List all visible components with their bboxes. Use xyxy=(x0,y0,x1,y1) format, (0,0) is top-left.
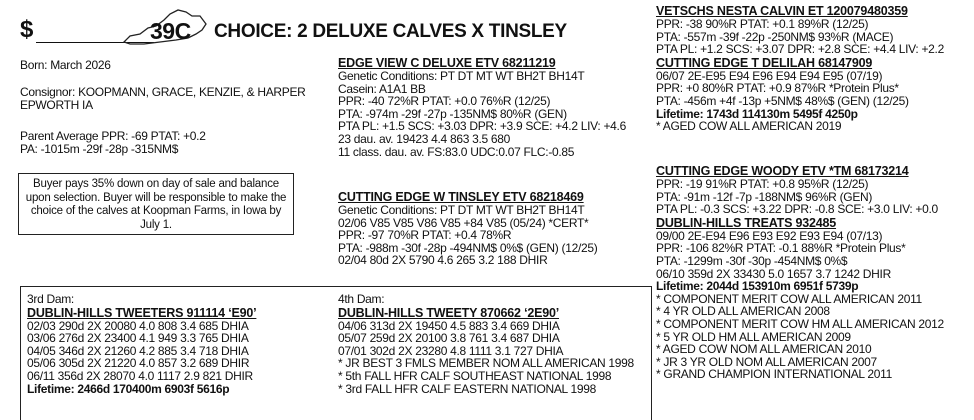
parent-average-line: Parent Average PPR: -69 PTAT: +0.2 xyxy=(20,129,206,143)
pedigree-line: 02/06 V85 V85 V86 V85 +84 V85 (05/24) *CERT* xyxy=(338,215,589,230)
lot-number: 39C xyxy=(150,18,191,44)
pedigree-line: PTA PL: -0.3 SCS: +3.22 DPR: -0.8 SCE: +3.0 LIV: +0.0 xyxy=(656,202,938,217)
fourth-dam-name: DUBLIN-HILLS TWEETY 870662 ‘2E90’ xyxy=(338,305,560,320)
pedigree-line: PTA: -1299m -30f -30p -454NM$ 0%$ xyxy=(656,253,848,268)
pedigree-line: PPR: -19 91%R PTAT: +0.8 95%R (12/25) xyxy=(656,177,869,191)
award-line: * COMPONENT MERIT COW ALL AMERICAN 2011 xyxy=(656,291,922,306)
price-dollar-sign: $ xyxy=(20,16,34,43)
pedigree-line: PTA: -557m -39f -22p -250NM$ 93%R (MACE) xyxy=(656,29,894,44)
fourth-dam-label: 4th Dam: xyxy=(338,292,385,306)
award-line: * JR 3 YR OLD NOM ALL AMERICAN 2007 xyxy=(656,354,877,369)
award-line: * 4 YR OLD ALL AMERICAN 2008 xyxy=(656,304,830,319)
pedigree-line: 02/04 80d 2X 5790 4.6 265 3.2 188 DHIR xyxy=(338,253,548,268)
pedigree-line: Genetic Conditions: PT DT MT WT BH2T BH14T xyxy=(338,69,585,83)
lactation-line: 03/06 276d 2X 23400 4.1 949 3.3 765 DHIA xyxy=(27,331,249,346)
pedigree-line: 11 class. dau. av. FS:83.0 UDC:0.07 FLC:-0.85 xyxy=(338,144,575,159)
sale-title: CHOICE: 2 DELUXE CALVES X TINSLEY xyxy=(214,21,567,42)
pedigree-line: 23 dau. av. 19423 4.4 863 3.5 680 xyxy=(338,131,511,146)
dam-delilah-name: CUTTING EDGE T DELILAH 68147909 xyxy=(656,55,873,70)
pedigree-line: PTA: -974m -29f -27p -135NM$ 80%R (GEN) xyxy=(338,106,567,121)
sire-tinsley-name: CUTTING EDGE W TINSLEY ETV 68218469 xyxy=(338,190,584,204)
pedigree-line: 06/07 2E-E95 E94 E96 E94 E94 E95 (07/19) xyxy=(656,68,883,83)
award-line: * AGED COW NOM ALL AMERICAN 2010 xyxy=(656,342,872,357)
award-line: * JR BEST 3 FMLS MEMBER NOM ALL AMERICAN 1998 xyxy=(338,356,634,371)
pedigree-line: 09/00 2E-E94 E96 E93 E92 E93 E94 (07/13) xyxy=(656,228,883,243)
pedigree-line: PTA: -988m -30f -28p -494NM$ 0%$ (GEN) (12/25) xyxy=(338,240,598,255)
consignor-info xyxy=(20,86,306,111)
lactation-line: 06/11 356d 2X 28070 4.0 1117 2.9 821 DHIR xyxy=(27,368,253,383)
sire-calvin-name: VETSCHS NESTA CALVIN ET 120079480359 xyxy=(656,4,908,18)
pedigree-line: PPR: -38 90%R PTAT: +0.1 89%R (12/25) xyxy=(656,17,869,31)
sire-tinsley xyxy=(338,190,597,267)
award-line: * COMPONENT MERIT COW HM ALL AMERICAN 2012 xyxy=(656,316,944,331)
lactation-line: 04/05 346d 2X 21260 4.2 885 3.4 718 DHIA xyxy=(27,343,249,358)
pedigree-line: PTA PL: +1.2 SCS: +3.07 DPR: +2.8 SCE: +4.4 LIV: +2.2 xyxy=(656,42,944,57)
born-date: Born: March 2026 xyxy=(20,58,111,72)
parent-average xyxy=(20,130,206,155)
lifetime-record: Lifetime: 2044d 153910m 6951f 5739p xyxy=(656,279,859,294)
pedigree-line: Genetic Conditions: PT DT MT WT BH2T BH14T xyxy=(338,203,585,217)
dam-treats-name: DUBLIN-HILLS TREATS 932485 xyxy=(656,215,837,230)
lifetime-record: Lifetime: 1743d 114130m 5495f 4250p xyxy=(656,106,858,121)
lactation-line: 05/06 305d 2X 21220 4.0 857 3.2 689 DHIR xyxy=(27,356,250,371)
award-line: * 3rd FALL HFR CALF EASTERN NATIONAL 1998 xyxy=(338,381,597,396)
fourth-dam xyxy=(338,293,634,395)
award-line: * AGED COW ALL AMERICAN 2019 xyxy=(656,119,842,134)
lifetime-record: Lifetime: 2466d 170400m 6903f 5616p xyxy=(27,381,230,396)
sire-deluxe-name: EDGE VIEW C DELUXE ETV 68211219 xyxy=(338,56,556,70)
lactation-line: 04/06 313d 2X 19450 4.5 883 3.4 669 DHIA xyxy=(338,318,560,333)
lactation-line: 07/01 302d 2X 23280 4.8 1111 3.1 727 DHIA xyxy=(338,343,564,358)
consignor-line: Consignor: KOOPMANN, GRACE, KENZIE, & HARPER xyxy=(20,85,306,99)
lactation-line: 02/03 290d 2X 20080 4.0 808 3.4 685 DHIA xyxy=(27,318,249,333)
pedigree-line: PPR: -40 72%R PTAT: +0.0 76%R (12/25) xyxy=(338,94,551,109)
pedigree-line: Casein: A1A1 BB xyxy=(338,81,426,96)
sire-woody-name: CUTTING EDGE WOODY ETV *TM 68173214 xyxy=(656,164,909,178)
lactation-line: 05/07 259d 2X 20100 3.8 761 3.4 687 DHIA xyxy=(338,331,560,346)
pedigree-line: 06/10 359d 2X 33430 5.0 1657 3.7 1242 DHIR xyxy=(656,266,891,281)
sire-deluxe xyxy=(338,56,626,158)
award-line: * 5 YR OLD HM ALL AMERICAN 2009 xyxy=(656,329,851,344)
buyer-terms-box xyxy=(18,173,294,235)
right-pedigree-column xyxy=(656,4,944,133)
award-line: * 5th FALL HFR CALF SOUTHEAST NATIONAL 1998 xyxy=(338,368,612,383)
award-line: * GRAND CHAMPION INTERNATIONAL 2011 xyxy=(656,367,892,382)
pedigree-line: PTA: -91m -12f -7p -188NM$ 96%R (GEN) xyxy=(656,189,873,204)
third-dam-label: 3rd Dam: xyxy=(27,292,74,306)
buyer-terms-text: Buyer pays 35% down on day of sale and balance upon selection. Buyer will be responsible to make the choice of the calves at Koopman Farms, in Iowa by July 1. xyxy=(25,178,287,231)
pedigree-line: PPR: -106 82%R PTAT: -0.1 88%R *Protein Plus* xyxy=(656,241,906,256)
third-dam-name: DUBLIN-HILLS TWEETERS 911114 ‘E90’ xyxy=(27,305,257,320)
pedigree-line: PPR: -97 70%R PTAT: +0.4 78%R xyxy=(338,228,512,243)
right-pedigree-column-lower xyxy=(656,164,944,381)
pedigree-line: PPR: +0 80%R PTAT: +0.9 87%R *Protein Plus* xyxy=(656,81,899,96)
pedigree-line: PTA PL: +1.5 SCS: +3.03 DPR: +3.9 SCE: +4.2 LIV: +4.6 xyxy=(338,119,626,134)
parent-average-line: PA: -1015m -29f -28p -315NM$ xyxy=(20,141,179,156)
pedigree-line: PTA: -456m +4f -13p +5NM$ 48%$ (GEN) (12/25) xyxy=(656,93,909,108)
third-dam xyxy=(27,293,256,395)
consignor-line: EPWORTH IA xyxy=(20,97,93,112)
